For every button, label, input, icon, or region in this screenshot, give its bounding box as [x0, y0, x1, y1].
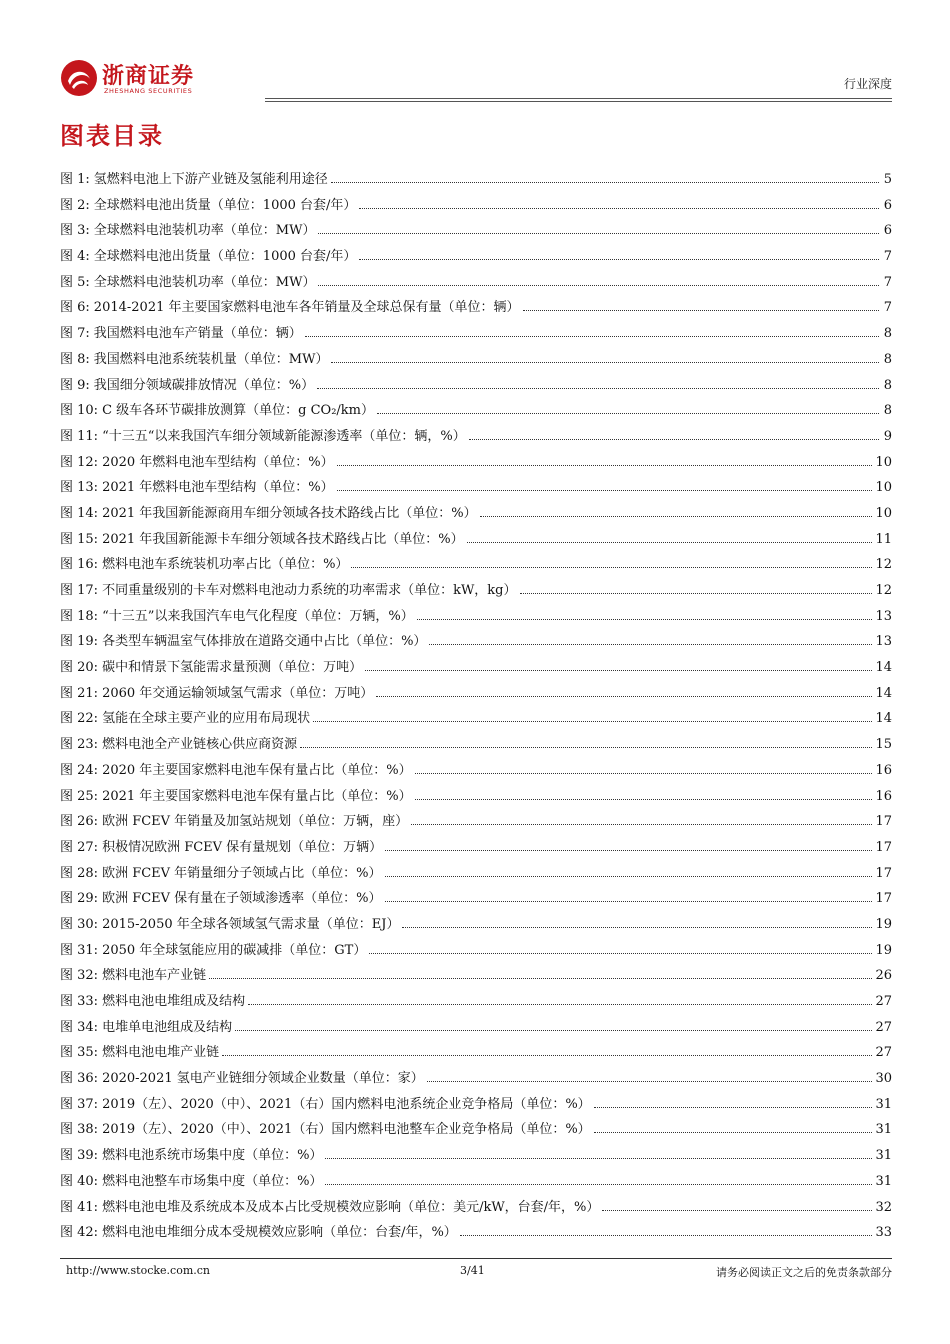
toc-entry[interactable] [60, 632, 892, 658]
toc-leader-dots [325, 1146, 872, 1159]
toc-entry-page: 32 [875, 1199, 892, 1215]
brand-logo-icon [60, 59, 98, 97]
toc-entry[interactable] [60, 427, 892, 453]
toc-entry-title: 全球燃料电池装机功率（单位：MW） [93, 223, 316, 239]
toc-entry-page: 33 [875, 1225, 892, 1241]
toc-entry-number: 图 37: [60, 1096, 99, 1112]
toc-entry-number: 图 42: [60, 1225, 99, 1241]
toc-entry[interactable] [60, 761, 892, 787]
toc-entry-number: 图 19: [60, 634, 99, 650]
toc-entry-title: 燃料电池电堆组成及结构 [102, 994, 246, 1009]
toc-entry-page: 5 [883, 172, 892, 187]
toc-entry[interactable] [60, 915, 892, 941]
toc-entry-title: 2015-2050 年全球各领域氢气需求量（单位：EJ） [102, 916, 400, 932]
footer-url-link[interactable]: http://www.stocke.com.cn [66, 1264, 210, 1277]
toc-leader-dots [467, 530, 873, 543]
toc-entry-title: 欧洲 FCEV 保有量在子领域渗透率（单位：%） [102, 891, 382, 907]
toc-leader-dots [594, 1120, 873, 1133]
toc-leader-dots [385, 838, 872, 851]
toc-entry-title: 全球燃料电池出货量（单位：1000 台套/年） [93, 249, 357, 265]
toc-entry-page: 31 [875, 1122, 892, 1138]
toc-entry-number: 图 5: [60, 274, 90, 290]
toc-leader-dots [359, 247, 879, 260]
toc-entry[interactable] [60, 1172, 892, 1198]
toc-entry[interactable] [60, 221, 892, 247]
toc-entry[interactable] [60, 401, 892, 427]
toc-leader-dots [376, 684, 872, 697]
toc-entry[interactable] [60, 376, 892, 402]
toc-entry-page: 7 [883, 249, 892, 265]
toc-leader-dots [369, 941, 872, 954]
toc-entry-page: 16 [875, 788, 892, 804]
toc-entry-page: 27 [875, 1045, 892, 1061]
toc-entry[interactable] [60, 478, 892, 504]
toc-entry-number: 图 2: [60, 197, 90, 213]
toc-entry-page: 6 [883, 223, 892, 239]
toc-entry[interactable] [60, 298, 892, 324]
toc-entry-title: 2020 年燃料电池车型结构（单位：%） [102, 454, 334, 470]
toc-entry-number: 图 23: [60, 737, 99, 753]
toc-entry[interactable] [60, 581, 892, 607]
toc-entry-title: 2050 年全球氢能应用的碳减排（单位：GT） [102, 942, 367, 958]
toc-entry-title: 燃料电池车产业链 [102, 968, 207, 984]
toc-entry-title: 欧洲 FCEV 年销量细分子领域占比（单位：%） [102, 865, 382, 881]
toc-entry[interactable] [60, 992, 892, 1018]
toc-entry-number: 图 4: [60, 249, 90, 265]
toc-entry[interactable] [60, 530, 892, 556]
toc-entry-page: 8 [883, 377, 892, 393]
toc-entry-page: 8 [883, 351, 892, 367]
toc-entry-page: 19 [875, 916, 892, 932]
toc-entry[interactable] [60, 735, 892, 761]
toc-entry-page: 10 [875, 480, 892, 496]
toc-entry-number: 图 1: [60, 172, 90, 187]
toc-entry-number: 图 26: [60, 814, 99, 830]
toc-leader-dots [235, 1018, 872, 1031]
page-header [60, 55, 892, 103]
toc-entry-number: 图 13: [60, 480, 99, 496]
toc-entry-number: 图 36: [60, 1071, 99, 1087]
toc-entry-number: 图 28: [60, 865, 99, 881]
toc-entry-title: 氢燃料电池上下游产业链及氢能利用途径 [93, 172, 328, 187]
toc-entry-title: 燃料电池电堆产业链 [102, 1045, 220, 1061]
toc-entry-number: 图 11: [60, 428, 99, 444]
footer-disclaimer: 请务必阅读正文之后的免责条款部分 [716, 1266, 892, 1279]
toc-entry-page: 17 [875, 814, 892, 830]
toc-entry[interactable] [60, 453, 892, 479]
toc-entry-number: 图 14: [60, 505, 99, 521]
toc-leader-dots [318, 221, 879, 234]
toc-entry-number: 图 8: [60, 351, 90, 367]
toc-leader-dots [402, 915, 872, 928]
toc-entry-page: 12 [875, 557, 892, 573]
toc-entry-title: 2020-2021 氢电产业链细分领域企业数量（单位：家） [102, 1071, 424, 1087]
toc-entry[interactable] [60, 787, 892, 813]
toc-entry-page: 11 [875, 531, 892, 547]
toc-entry-title: 2021 年主要国家燃料电池车保有量占比（单位：%） [102, 788, 412, 804]
toc-entry-number: 图 16: [60, 557, 99, 573]
toc-entry[interactable] [60, 273, 892, 299]
toc-entry-page: 8 [883, 403, 892, 419]
toc-entry-title: 2021 年我国新能源商用车细分领域各技术路线占比（单位：%） [102, 505, 477, 521]
toc-entry-title: 燃料电池车系统装机功率占比（单位：%） [102, 557, 349, 573]
toc-entry-number: 图 34: [60, 1019, 99, 1035]
toc-entry-page: 27 [875, 1019, 892, 1035]
toc-entry-page: 14 [875, 711, 892, 727]
toc-leader-dots [417, 607, 873, 620]
toc-entry[interactable] [60, 1223, 892, 1249]
toc-leader-dots [337, 478, 873, 491]
footer-page-number: 3/41 [460, 1264, 485, 1277]
toc-entry-number: 图 38: [60, 1122, 99, 1138]
toc-entry-number: 图 33: [60, 994, 99, 1009]
toc-entry-number: 图 41: [60, 1199, 99, 1215]
toc-entry-title: 电堆单电池组成及结构 [102, 1019, 233, 1035]
toc-entry-number: 图 7: [60, 326, 90, 342]
toc-entry-title: C 级车各环节碳排放测算（单位：g CO₂/km） [102, 403, 374, 419]
toc-entry-number: 图 40: [60, 1173, 99, 1189]
toc-entry-page: 14 [875, 685, 892, 701]
toc-entry[interactable] [60, 350, 892, 376]
toc-entry[interactable] [60, 1043, 892, 1069]
toc-leader-dots [300, 735, 872, 748]
toc-leader-dots [331, 170, 879, 183]
toc-leader-dots [460, 1223, 873, 1236]
toc-leader-dots [520, 581, 873, 594]
toc-entry[interactable] [60, 607, 892, 633]
toc-entry[interactable] [60, 1095, 892, 1121]
toc-leader-dots [415, 761, 873, 774]
toc-leader-dots [427, 1069, 873, 1082]
toc-entry-title: 碳中和情景下氢能需求量预测（单位：万吨） [102, 660, 363, 676]
toc-entry-page: 10 [875, 454, 892, 470]
toc-leader-dots [325, 1172, 872, 1185]
toc-entry-page: 10 [875, 505, 892, 521]
toc-leader-dots [377, 401, 879, 414]
toc-entry[interactable] [60, 658, 892, 684]
toc-entry-title: 2019（左）、2020（中）、2021（右）国内燃料电池整车企业竞争格局（单位：%） [102, 1122, 591, 1138]
toc-entry-number: 图 25: [60, 788, 99, 804]
toc-entry-page: 9 [883, 428, 892, 444]
toc-entry-page: 15 [875, 737, 892, 753]
toc-entry-title: 氢能在全球主要产业的应用布局现状 [102, 711, 311, 727]
toc-entry[interactable] [60, 864, 892, 890]
toc-leader-dots [594, 1095, 873, 1108]
header-divider-secondary [265, 101, 892, 102]
toc-entry-title: 燃料电池电堆及系统成本及成本占比受规模效应影响（单位：美元/kW，台套/年，%） [102, 1199, 600, 1215]
toc-leader-dots [429, 632, 872, 645]
figure-list [60, 170, 892, 1249]
toc-entry-page: 30 [875, 1071, 892, 1087]
toc-entry[interactable] [60, 966, 892, 992]
toc-entry-number: 图 10: [60, 403, 99, 419]
toc-leader-dots [523, 298, 880, 311]
brand-name-en: ZHESHANG SECURITIES [104, 87, 193, 95]
toc-entry[interactable] [60, 684, 892, 710]
toc-entry-title: 2014-2021 年主要国家燃料电池车各年销量及全球总保有量（单位：辆） [93, 300, 520, 316]
footer-divider [60, 1258, 892, 1259]
toc-entry-page: 13 [875, 634, 892, 650]
toc-entry[interactable] [60, 196, 892, 222]
toc-entry-page: 17 [875, 839, 892, 855]
toc-entry-page: 16 [875, 762, 892, 778]
toc-entry[interactable] [60, 709, 892, 735]
toc-entry-number: 图 9: [60, 377, 90, 393]
toc-entry-title: 我国燃料电池系统装机量（单位：MW） [93, 351, 329, 367]
toc-entry-title: “十三五”以来我国汽车电气化程度（单位：万辆，%） [102, 608, 414, 624]
toc-entry-number: 图 30: [60, 916, 99, 932]
toc-leader-dots [331, 350, 879, 363]
toc-leader-dots [359, 196, 879, 209]
toc-entry-number: 图 15: [60, 531, 99, 547]
toc-leader-dots [313, 709, 872, 722]
toc-entry[interactable] [60, 941, 892, 967]
toc-entry[interactable] [60, 1069, 892, 1095]
toc-entry-title: 2019（左）、2020（中）、2021（右）国内燃料电池系统企业竞争格局（单位：%） [102, 1096, 591, 1112]
toc-entry-title: 欧洲 FCEV 年销量及加氢站规划（单位：万辆，座） [102, 814, 409, 830]
toc-entry[interactable] [60, 1198, 892, 1224]
toc-entry-number: 图 18: [60, 608, 99, 624]
toc-entry-number: 图 21: [60, 685, 99, 701]
toc-entry[interactable] [60, 170, 892, 196]
toc-entry-page: 6 [883, 197, 892, 213]
toc-leader-dots [480, 504, 873, 517]
toc-entry[interactable] [60, 812, 892, 838]
toc-entry-title: 2060 年交通运输领域氢气需求（单位：万吨） [102, 685, 374, 701]
toc-entry-number: 图 31: [60, 942, 99, 958]
toc-entry-title: 燃料电池整车市场集中度（单位：%） [102, 1173, 323, 1189]
toc-leader-dots [385, 864, 873, 877]
toc-entry[interactable] [60, 1018, 892, 1044]
toc-entry[interactable] [60, 247, 892, 273]
toc-entry-title: 全球燃料电池出货量（单位：1000 台套/年） [93, 197, 357, 213]
toc-leader-dots [411, 812, 872, 825]
toc-entry[interactable] [60, 838, 892, 864]
toc-entry-number: 图 17: [60, 583, 99, 598]
toc-entry-title: 2021 年我国新能源卡车细分领域各技术路线占比（单位：%） [102, 531, 464, 547]
toc-entry-number: 图 27: [60, 839, 99, 855]
report-category: 行业深度 [843, 77, 892, 91]
toc-entry-number: 图 12: [60, 454, 99, 470]
toc-entry-page: 13 [875, 608, 892, 624]
toc-entry-number: 图 35: [60, 1045, 99, 1061]
toc-leader-dots [469, 427, 879, 440]
toc-entry-page: 12 [875, 583, 892, 598]
toc-entry-page: 7 [883, 274, 892, 290]
header-divider [265, 98, 892, 99]
toc-entry-number: 图 22: [60, 711, 99, 727]
toc-leader-dots [317, 376, 879, 389]
toc-entry-page: 31 [875, 1148, 892, 1164]
toc-entry-page: 31 [875, 1096, 892, 1112]
toc-entry-title: 燃料电池系统市场集中度（单位：%） [102, 1148, 323, 1164]
toc-entry-page: 27 [875, 994, 892, 1009]
toc-entry-page: 17 [875, 865, 892, 881]
toc-entry-page: 17 [875, 891, 892, 907]
toc-entry-number: 图 6: [60, 300, 90, 316]
toc-entry-number: 图 29: [60, 891, 99, 907]
toc-entry[interactable] [60, 1120, 892, 1146]
toc-entry-title: 燃料电池全产业链核心供应商资源 [102, 737, 298, 753]
toc-entry-number: 图 20: [60, 660, 99, 676]
toc-entry-number: 图 32: [60, 968, 99, 984]
toc-entry-page: 7 [883, 300, 892, 316]
toc-leader-dots [337, 453, 873, 466]
toc-entry-title: 我国细分领域碳排放情况（单位：%） [93, 377, 315, 393]
toc-entry-title: 燃料电池电堆细分成本受规模效应影响（单位：台套/年，%） [102, 1225, 457, 1241]
toc-leader-dots [318, 273, 879, 286]
toc-entry-title: 全球燃料电池装机功率（单位：MW） [93, 274, 316, 290]
toc-entry-number: 图 24: [60, 762, 99, 778]
toc-entry-title: 2020 年主要国家燃料电池车保有量占比（单位：%） [102, 762, 412, 778]
toc-entry[interactable] [60, 1146, 892, 1172]
toc-entry[interactable] [60, 504, 892, 530]
toc-entry-title: 积极情况欧洲 FCEV 保有量规划（单位：万辆） [102, 839, 383, 855]
toc-leader-dots [222, 1043, 872, 1056]
toc-leader-dots [248, 992, 872, 1005]
toc-leader-dots [365, 658, 872, 671]
toc-entry-number: 图 39: [60, 1148, 99, 1164]
toc-entry-number: 图 3: [60, 223, 90, 239]
toc-leader-dots [351, 555, 872, 568]
toc-entry[interactable] [60, 555, 892, 581]
toc-entry[interactable] [60, 889, 892, 915]
toc-entry-title: 我国燃料电池车产销量（单位：辆） [93, 326, 302, 342]
toc-entry-title: 不同重量级别的卡车对燃料电池动力系统的功率需求（单位：kW，kg） [102, 583, 517, 598]
toc-entry-page: 26 [875, 968, 892, 984]
toc-entry-page: 8 [883, 326, 892, 342]
toc-leader-dots [602, 1198, 872, 1211]
toc-leader-dots [385, 889, 873, 902]
toc-entry-page: 19 [875, 942, 892, 958]
toc-entry-page: 31 [875, 1173, 892, 1189]
toc-leader-dots [209, 966, 872, 979]
toc-entry-title: “十三五“以来我国汽车细分领域新能源渗透率（单位：辆，%） [102, 428, 466, 444]
page-title: 图表目录 [60, 122, 164, 150]
toc-entry-title: 各类型车辆温室气体排放在道路交通中占比（单位：%） [102, 634, 427, 650]
brand-logo [60, 55, 210, 103]
brand-name-cn: 浙商证券 [102, 64, 195, 89]
toc-entry-title: 2021 年燃料电池车型结构（单位：%） [102, 480, 334, 496]
toc-leader-dots [305, 324, 879, 337]
toc-leader-dots [415, 787, 873, 800]
toc-entry-page: 14 [875, 660, 892, 676]
toc-entry[interactable] [60, 324, 892, 350]
